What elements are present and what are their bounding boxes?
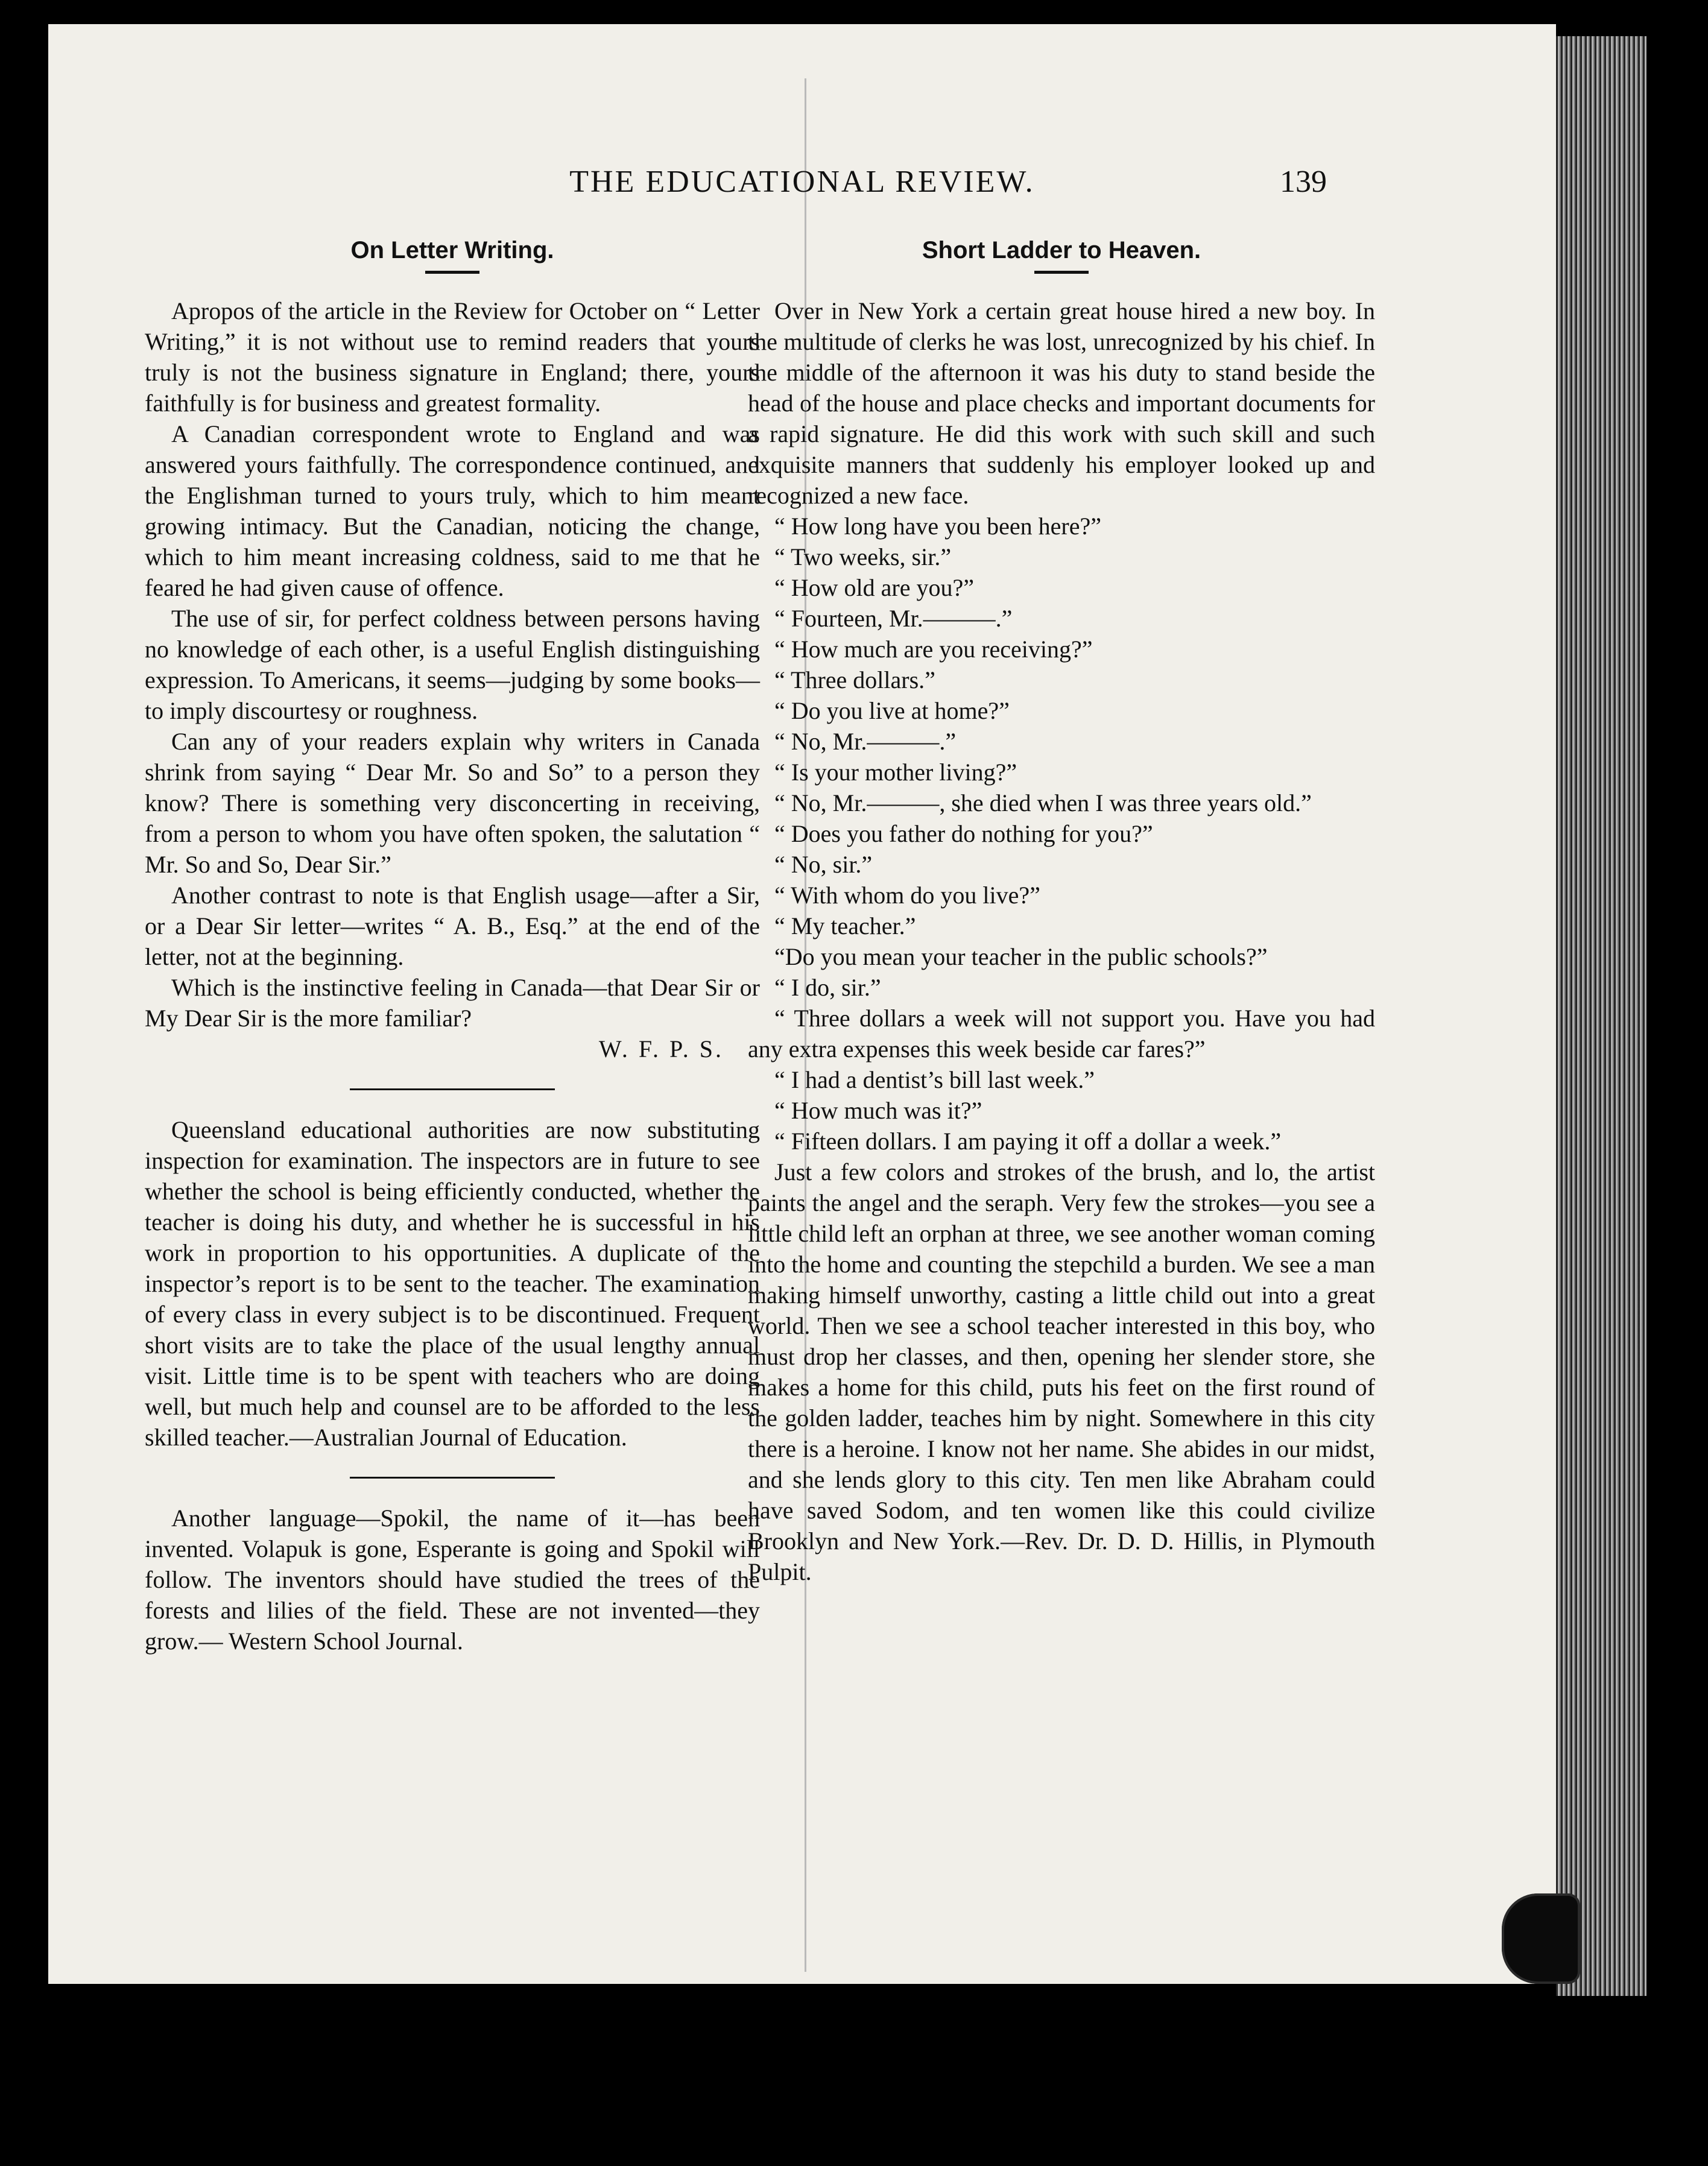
title-rule xyxy=(425,271,479,274)
dialogue-line: “ How much are you receiving?” xyxy=(774,636,1093,663)
dialogue-line: “ With whom do you live?” xyxy=(774,882,1040,909)
paragraph: Can any of your readers explain why writers in Canada shrink from saying “ Dear Mr. So and So” to a person they know? There is something very disconcerting in receiving, from a person to whom you have often spoken, the salutation “ Mr. So and So, Dear Sir.” xyxy=(145,728,760,878)
closing-paragraph: Just a few colors and strokes of the brush, and lo, the artist paints the angel and the seraph. Very few the strokes—you see a little child left an orphan at three, we see another woman coming into the home and counting the stepchild a burden. We see a man making himself unworthy, casting a little child out into a great world. Then we see a school teacher interested in this boy, who must drop her classes, and then, opening her slender store, she makes a home for this child, puts his feet on the first round of the golden ladder, teaches him by night. Somewhere in this city there is a heroine. I know not her name. She abides in our midst, and she lends glory to this city. Ten men like Abraham could have saved Sodom, and ten women like this could civilize Brooklyn and New York.—Rev. Dr. D. D. Hillis, in Plymouth Pulpit. xyxy=(748,1158,1375,1585)
dialogue-line: “ Three dollars a week will not support you. Have you had any extra expenses this week beside car fares?” xyxy=(748,1005,1375,1062)
right-column xyxy=(748,235,1375,1587)
queensland-paragraph: Queensland educational authorities are now substituting inspection for examination. The inspectors are in future to see whether the school is being efficiently conducted, whether the teacher is doing his duty, and whether he is successful in his work in proportion to his opportunities. A duplicate of the inspector’s report is to be sent to the teacher. The examination of every class in every subject is to be discontinued. Frequent short visits are to take the place of the usual lengthy annual visit. Little time is to be spent with teachers who are doing well, but much help and counsel are to be afforded to the less skilled teacher.—Australian Journal of Education. xyxy=(145,1116,760,1451)
dialogue-line: “Do you mean your teacher in the public schools?” xyxy=(774,943,1268,970)
left-column xyxy=(145,235,760,1656)
title-rule xyxy=(1034,271,1089,274)
dialogue-line: “ I do, sir.” xyxy=(774,974,881,1001)
section-divider xyxy=(350,1477,555,1479)
page-number: 139 xyxy=(1280,165,1327,199)
signature: W. F. P. S. xyxy=(598,1035,724,1062)
article-title-short-ladder: Short Ladder to Heaven. xyxy=(922,237,1201,264)
intro-paragraph: Over in New York a certain great house hired a new boy. In the multitude of clerks he was lost, unrecognized by his chief. In the middle of the afternoon it was his duty to stand beside the head of the house and place checks and important documents for a rapid signature. He did this work with such skill and such exquisite manners that suddenly his employer looked up and recognized a new face. xyxy=(748,297,1375,509)
dialogue-line: “ How old are you?” xyxy=(774,574,974,601)
dialogue-line: “ No, Mr.———.” xyxy=(774,728,957,755)
dialogue xyxy=(748,511,1375,1157)
spokil-paragraph: Another language—Spokil, the name of it—has been invented. Volapuk is gone, Esperante is going and Spokil will follow. The inventors should have studied the trees of the forests and lilies of the field. These are not invented—they grow.— Western School Journal. xyxy=(145,1505,760,1655)
dialogue-line: “ No, sir.” xyxy=(774,851,873,878)
dialogue-line: “ Three dollars.” xyxy=(774,666,935,693)
dialogue-line: “ Is your mother living?” xyxy=(774,759,1017,786)
dialogue-line: “ Fifteen dollars. I am paying it off a dollar a week.” xyxy=(774,1128,1282,1155)
paragraph: The use of sir, for perfect coldness between persons having no knowledge of each other, is a useful English distinguishing expression. To Americans, it seems—judging by some books—to imply discourtesy or roughness. xyxy=(145,605,760,724)
running-title: THE EDUCATIONAL REVIEW. xyxy=(569,165,1035,199)
dialogue-line: “ No, Mr.———, she died when I was three years old.” xyxy=(774,789,1312,816)
dialogue-line: “ How long have you been here?” xyxy=(774,513,1101,540)
dialogue-line: “ I had a dentist’s bill last week.” xyxy=(774,1066,1095,1093)
dialogue-line: “ Two weeks, sir.” xyxy=(774,543,952,570)
section-divider xyxy=(350,1088,555,1090)
dialogue-line: “ How much was it?” xyxy=(774,1097,982,1124)
scanner-clip xyxy=(1502,1893,1580,1984)
dialogue-line: “ My teacher.” xyxy=(774,912,916,939)
paragraph: Which is the instinctive feeling in Canada—that Dear Sir or My Dear Sir is the more familiar? xyxy=(145,974,760,1032)
article-title-letter-writing: On Letter Writing. xyxy=(350,237,554,264)
paragraph: A Canadian correspondent wrote to England and was answered yours faithfully. The correspondence continued, and the Englishman turned to yours truly, which to him meant growing intimacy. But the Canadian, noticing the change, which to him meant increasing coldness, said to me that he feared he had given cause of offence. xyxy=(145,420,760,601)
paragraph: Another contrast to note is that English usage—after a Sir, or a Dear Sir letter—writes “ A. B., Esq.” at the end of the letter, not at the beginning. xyxy=(145,882,760,970)
scanned-page xyxy=(48,24,1556,1984)
dialogue-line: “ Do you live at home?” xyxy=(774,697,1010,724)
dialogue-line: “ Does you father do nothing for you?” xyxy=(774,820,1153,847)
dialogue-line: “ Fourteen, Mr.———.” xyxy=(774,605,1013,632)
page-edge-stack xyxy=(1556,36,1646,1996)
paragraph: Apropos of the article in the Review for October on “ Letter Writing,” it is not without use to remind readers that yours truly is not the business signature in England; there, yours faithfully is for business and greatest formality. xyxy=(145,297,760,417)
